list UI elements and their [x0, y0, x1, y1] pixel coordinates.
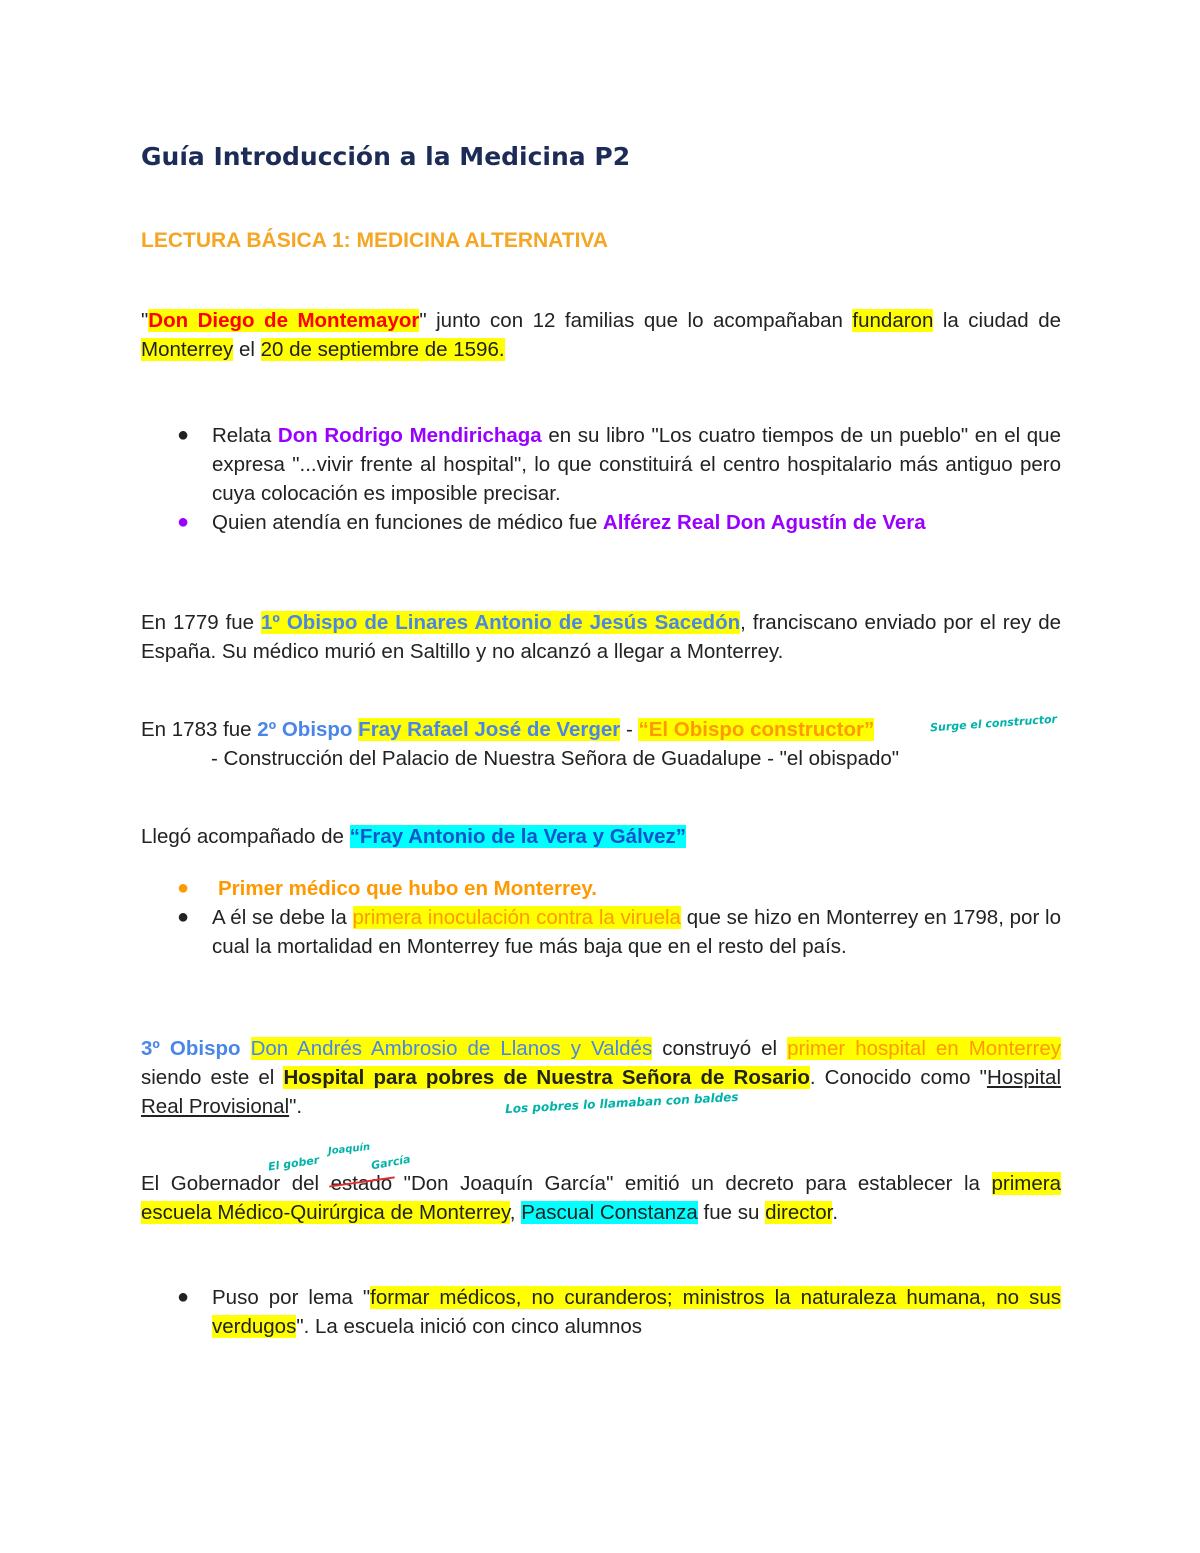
sub-line-palacio: - Construcción del Palacio de Nuestra Señora de Guadalupe - "el obispado" [211, 747, 900, 770]
paragraph-governor [141, 1169, 1061, 1227]
highlight-text: primera inoculación contra la viruela [352, 906, 681, 929]
struck-word [331, 1172, 393, 1195]
text: siendo este el [141, 1066, 284, 1089]
highlight-text: primer hospital en Monterrey [787, 1037, 1062, 1060]
text: . Conocido como " [809, 1066, 987, 1089]
paragraph-second-bishop [141, 712, 1061, 744]
text: que se hizo en Monterrey en 1798, por lo cual la mortalidad en Monterrey fue más baja que en el resto del país. [212, 906, 1061, 958]
highlight-name: 2º Obispo [257, 718, 353, 741]
highlight-nickname: “El Obispo constructor” [638, 718, 875, 741]
bullet-icon: ● [177, 424, 190, 446]
highlight-name: Alférez Real Don Agustín de Vera [602, 511, 926, 534]
text-first-doctor: Primer médico que hubo en Monterrey. [218, 877, 597, 900]
text: el [233, 338, 261, 361]
highlight-name: Don Rodrigo Mendirichaga [277, 424, 542, 447]
highlight-text: 20 de septiembre de 1596. [260, 338, 505, 361]
highlight-text: formar médicos, no curanderos; ministros la naturaleza humana, no sus verdugos [212, 1286, 1061, 1338]
underlined-text: Hospital Real Provisional [141, 1066, 1062, 1118]
text: En 1779 fue [141, 611, 262, 634]
text: Quien atendía en funciones de médico fue [212, 511, 603, 534]
highlight-name: 1º Obispo de Linares Antonio de Jesús Sacedón [261, 611, 741, 634]
highlight-name: Pascual Constanza [521, 1201, 698, 1224]
section-heading: LECTURA BÁSICA 1: MEDICINA ALTERNATIVA [141, 229, 609, 252]
text: estado [330, 1172, 393, 1195]
bullet-list-3 [141, 1283, 1061, 1341]
highlight-name: Don Andrés Ambrosio de Llanos y Valdés [250, 1037, 653, 1060]
text: " junto con 12 familias que lo acompañaban [419, 309, 853, 332]
handwritten-note: Joaquín [327, 1141, 371, 1158]
text: , [509, 1201, 522, 1224]
bullet-list-2 [141, 874, 1061, 961]
text: construyó el [652, 1037, 788, 1060]
highlight-text: director [765, 1201, 833, 1224]
list-item [141, 1283, 1061, 1341]
highlight-name: “Fray Antonio de la Vera y Gálvez” [349, 825, 687, 848]
text: " [141, 309, 149, 332]
handwritten-note: García [370, 1152, 412, 1173]
document-title: Guía Introducción a la Medicina P2 [141, 142, 631, 171]
bullet-list-1 [141, 421, 1061, 537]
bullet-icon: ● [177, 1286, 190, 1308]
text: ". La escuela inició con cinco alumnos [296, 1315, 643, 1338]
text: Llegó acompañado de [141, 825, 350, 848]
text: . [832, 1201, 839, 1224]
bullet-icon: ● [177, 511, 190, 533]
list-item [141, 903, 1061, 961]
handwritten-note: Surge el constructor [929, 712, 1058, 735]
list-item [141, 874, 1061, 903]
text [241, 1037, 251, 1060]
highlight-text: Monterrey [141, 338, 234, 361]
paragraph-montemayor [141, 306, 1061, 364]
text: fue su [697, 1201, 766, 1224]
highlight-text: fundaron [852, 309, 934, 332]
text: en su libro "Los cuatro tiempos de un pueblo" en el que expresa "...vivir frente al hospital", lo que constituirá el centro hospitalario más antiguo pero cuya colocación es imposible precisar. [212, 424, 1061, 505]
list-item [141, 508, 1061, 537]
paragraph-first-bishop [141, 608, 1061, 666]
handwritten-note: Los pobres lo llamaban con baldes [504, 1089, 739, 1117]
list-item [141, 421, 1061, 508]
highlight-name: Don Diego de Montemayor [148, 309, 420, 332]
highlight-text: Hospital para pobres de Nuestra Señora de Rosario [283, 1066, 810, 1089]
bullet-icon: ● [177, 877, 190, 899]
bullet-icon: ● [177, 906, 190, 928]
text: En 1783 fue [141, 718, 258, 741]
highlight-name: Fray Rafael José de Verger [358, 718, 621, 741]
text: , franciscano enviado por el rey de España. Su médico murió en Saltillo y no alcanzó a llegar a Monterrey. [141, 611, 1061, 663]
paragraph-arrival [141, 822, 1061, 851]
text: Relata [212, 424, 278, 447]
text: A él se debe la [212, 906, 353, 929]
highlight-name: 3º Obispo [141, 1037, 241, 1060]
handwritten-note: El gober [267, 1153, 320, 1174]
text: El Gobernador del [141, 1172, 331, 1195]
text: Puso por lema " [212, 1286, 371, 1309]
text: - [620, 718, 639, 741]
highlight-text: primera escuela Médico-Quirúrgica de Monterrey [141, 1172, 1061, 1224]
text: ". [289, 1095, 303, 1118]
text: la ciudad de [933, 309, 1061, 332]
text: "Don Joaquín García" emitió un decreto para establecer la [392, 1172, 992, 1195]
